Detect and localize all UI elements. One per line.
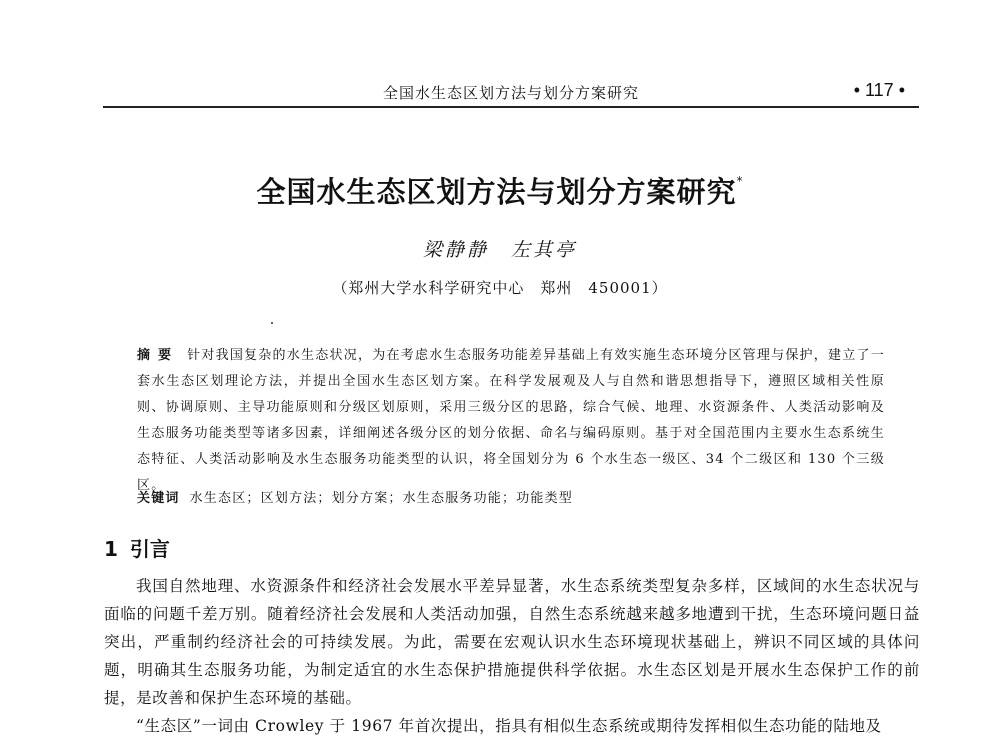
keywords (137, 486, 885, 512)
keywords-label: 关键词 (137, 491, 180, 506)
authors: 梁静静 左其亭 (422, 239, 577, 261)
section-heading (104, 533, 170, 562)
body-paragraph: “生态区”一词由 Crowley 于 1967 年首次提出，指具有相似生态系统或期待发挥相似生态功能的陆地及 (136, 717, 882, 735)
running-header (103, 76, 919, 108)
keywords-text: 水生态区；区划方法；划分方案；水生态服务功能；功能类型 (189, 491, 574, 506)
paper-title-text: 全国水生态区划方法与划分方案研究 (256, 175, 737, 209)
affiliation: （郑州大学水科学研究中心 郑州 450001） (332, 279, 668, 297)
abstract (137, 343, 885, 499)
abstract-label: 摘要 (137, 348, 180, 363)
scan-speck (271, 322, 273, 324)
page-number: • 117 • (853, 80, 905, 100)
body-paragraph: 我国自然地理、水资源条件和经济社会发展水平差异显著，水生态系统类型复杂多样，区域间的水生态状况与面临的问题千差万别。随着经济社会发展和人类活动加强，自然生态系统越来越多地遭到干扰，生态环境问题日益突出，严重制约经济社会的可持续发展。为此，需要在宏观认识水生态环境现状基础上，辨识不同区域的具体问题，明确其生态服务功能，为制定适宜的水生态保护措施提供科学依据。水生态区划是开展水生态保护工作的前提，是改善和保护生态环境的基础。 (104, 577, 920, 707)
section-number: 1 (104, 537, 118, 561)
paper-title (0, 170, 1000, 211)
section-title: 引言 (129, 537, 170, 561)
abstract-text: 针对我国复杂的水生态状况，为在考虑水生态服务功能差异基础上有效实施生态环境分区管理与保护，建立了一套水生态区划理论方法，并提出全国水生态区划方案。在科学发展观及人与自然和谐思想指导下，遵照区域相关性原则、协调原则、主导功能原则和分级区划原则，采用三级分区的思路，综合气候、地理、水资源条件、人类活动影响及生态服务功能类型等诸多因素，详细阐述各级分区的划分依据、命名与编码原则。基于对全国范围内主要水生态系统生态特征、人类活动影响及水生态服务功能类型的认识，将全国划分为 6 个水生态一级区、34 个二级区和 130 个三级区。 (137, 348, 885, 493)
title-footnote-mark: * (736, 174, 744, 189)
body-text (104, 572, 920, 738)
running-header-title: 全国水生态区划方法与划分方案研究 (382, 84, 639, 102)
